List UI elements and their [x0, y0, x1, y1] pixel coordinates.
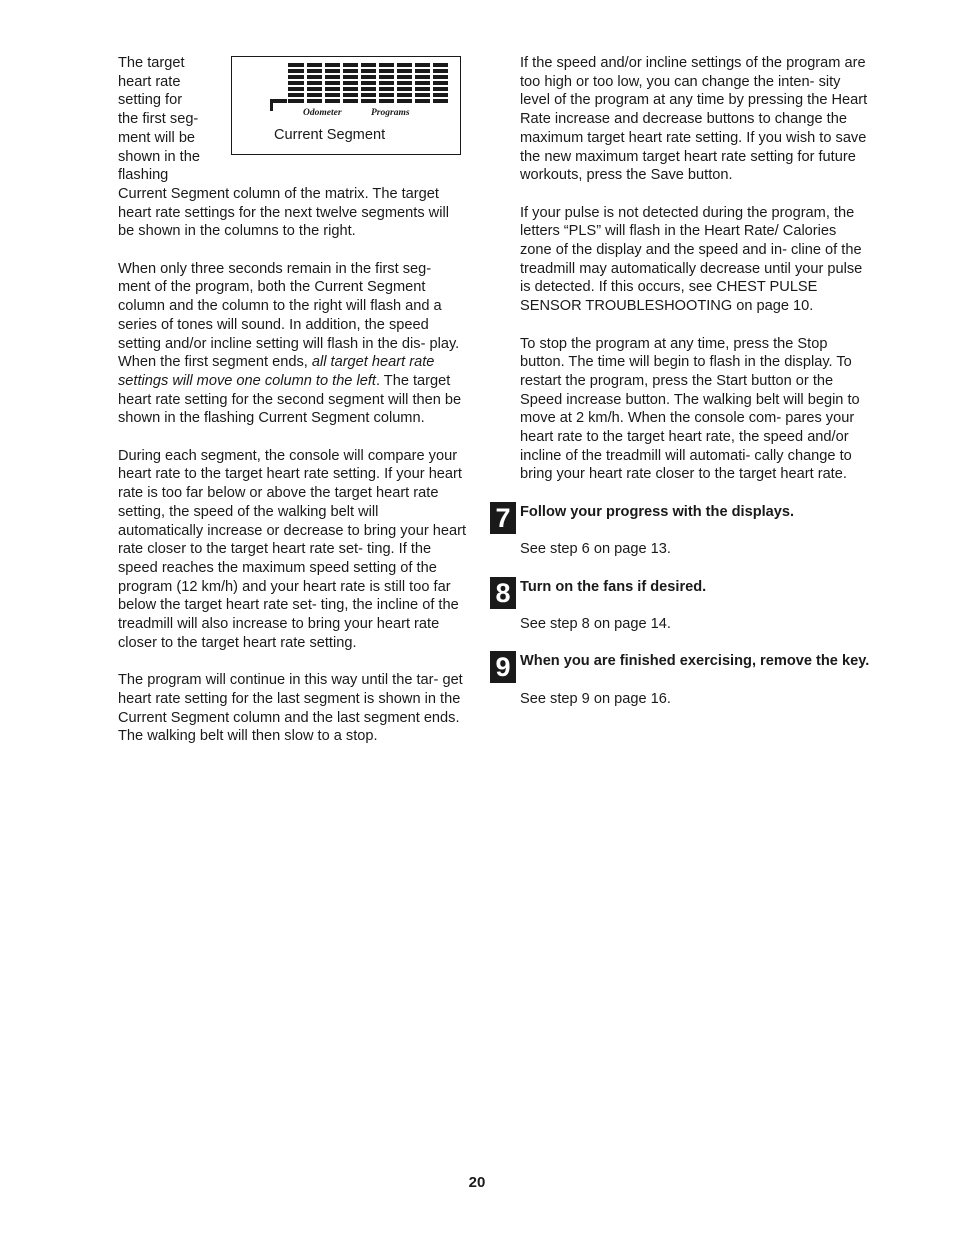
matrix-cell — [415, 87, 430, 91]
matrix-cell — [325, 69, 340, 73]
matrix-cell — [343, 69, 358, 73]
matrix-row — [288, 63, 448, 67]
intro-line: ment will be — [118, 129, 196, 146]
step-heading: Follow your progress with the displays. — [520, 503, 795, 520]
stop-program-paragraph: To stop the program at any time, press the Stop button. The time will begin to flash in the display. To restart the program, press the Start button or the Speed increase button. The walking belt will begin to move at 2 km/h. When the console com- pares your heart rate to the target heart rate, the speed and/or incline of the treadmill will automati- cally change to bring your heart rate closer to the target heart rate. — [520, 335, 860, 483]
step-number-badge: 8 — [490, 577, 516, 609]
matrix-cell — [415, 75, 430, 79]
matrix-cell — [379, 93, 394, 97]
matrix-cell — [397, 69, 412, 73]
matrix-cell — [361, 87, 376, 91]
matrix-cell — [343, 87, 358, 91]
matrix-cell — [325, 99, 340, 103]
matrix-row — [288, 75, 448, 79]
matrix-cell — [415, 63, 430, 67]
matrix-cell — [433, 63, 448, 67]
matrix-cell — [288, 99, 304, 103]
matrix-cell — [361, 75, 376, 79]
matrix-cell — [361, 81, 376, 85]
step-7 — [495, 502, 870, 559]
matrix-cell — [397, 99, 412, 103]
step-8 — [495, 577, 870, 634]
matrix-cell — [325, 81, 340, 85]
programs-label: Programs — [371, 108, 410, 118]
paragraph-text: . The target heart rate setting for the second segment will then be shown in the flashing Current Segment column. — [118, 372, 462, 427]
matrix-cell — [343, 99, 358, 103]
matrix-cell — [379, 99, 394, 103]
matrix-cell — [307, 75, 322, 79]
paragraph-text: When only three seconds remain in the first seg- ment of the program, both the Current Segment column and the column to the right will flash and a series of tones will sound. In addition, the speed setting and/or incline setting will flash in the dis- play. When the first segment ends, — [118, 260, 460, 371]
step-body: See step 6 on page 13. — [520, 541, 671, 558]
step-number-badge: 7 — [490, 502, 516, 534]
matrix-cell — [361, 99, 376, 103]
program-end-paragraph: The program will continue in this way until the tar- get heart rate setting for the last segment is shown in the Current Segment column and the last segment ends. The walking belt will then slow to a stop. — [118, 672, 463, 745]
matrix-cell — [415, 81, 430, 85]
intro-line: setting for — [118, 92, 183, 109]
segment-matrix — [288, 63, 448, 105]
matrix-cell — [379, 63, 394, 67]
matrix-cell — [343, 63, 358, 67]
matrix-cell — [307, 63, 322, 67]
matrix-cell — [397, 81, 412, 85]
matrix-cell — [343, 93, 358, 97]
intro-line: flashing — [118, 167, 169, 184]
matrix-cell — [397, 93, 412, 97]
matrix-cell — [325, 63, 340, 67]
matrix-figure — [231, 56, 461, 155]
matrix-cell — [397, 63, 412, 67]
odometer-label: Odometer — [303, 108, 342, 118]
step-body: See step 9 on page 16. — [520, 690, 671, 707]
matrix-row — [288, 99, 448, 103]
matrix-cell — [433, 93, 448, 97]
matrix-cell — [397, 87, 412, 91]
matrix-cell — [343, 75, 358, 79]
matrix-cell — [307, 69, 322, 73]
current-segment-marker — [270, 99, 287, 103]
matrix-cell — [288, 81, 304, 85]
matrix-cell — [433, 75, 448, 79]
intro-line: the first seg- — [118, 111, 199, 128]
matrix-cell — [433, 87, 448, 91]
matrix-cell — [288, 69, 304, 73]
intro-line: heart rate — [118, 73, 181, 90]
matrix-cell — [361, 93, 376, 97]
matrix-cell — [307, 87, 322, 91]
matrix-cell — [288, 75, 304, 79]
matrix-cell — [325, 75, 340, 79]
segment-transition-paragraph — [118, 260, 466, 428]
step-heading: When you are finished exercising, remove the key. — [520, 653, 870, 670]
figure-caption: Current Segment — [274, 127, 386, 143]
matrix-cell — [379, 81, 394, 85]
matrix-cell — [361, 69, 376, 73]
step-number-badge: 9 — [490, 651, 516, 683]
matrix-cell — [415, 93, 430, 97]
intensity-paragraph: If the speed and/or incline settings of the program are too high or too low, you can change the inten- sity level of the program at any time by pressing the Heart Rate increase and decrease buttons to change the maximum target heart rate setting. If you wish to save the new maximum target heart rate setting for future workouts, press the Save button. — [520, 55, 868, 184]
matrix-row — [288, 93, 448, 97]
left-column — [118, 54, 466, 746]
matrix-cell — [307, 93, 322, 97]
matrix-cell — [288, 63, 304, 67]
matrix-cell — [325, 93, 340, 97]
matrix-row — [288, 81, 448, 85]
intro-continuation: Current Segment column of the matrix. The target heart rate settings for the next twelve segments will be shown in the columns to the right. — [118, 185, 449, 240]
matrix-cell — [415, 69, 430, 73]
intro-paragraph — [118, 54, 466, 241]
matrix-cell — [415, 99, 430, 103]
intro-line: shown in the — [118, 148, 200, 165]
step-heading: Turn on the fans if desired. — [520, 578, 707, 595]
pulse-paragraph: If your pulse is not detected during the program, the letters “PLS” will flash in the Heart Rate/ Calories zone of the display and the speed and in- cline of the treadmill may automatically decrease until your pulse is detected. If this occurs, see CHEST PULSE SENSOR TROUBLESHOOTING on page 10. — [520, 204, 863, 315]
emphasis-text: all target heart rate settings will move one column to the left — [118, 354, 435, 389]
matrix-cell — [361, 63, 376, 67]
matrix-row — [288, 87, 448, 91]
matrix-cell — [379, 87, 394, 91]
step-body: See step 8 on page 14. — [520, 616, 671, 632]
intro-wrapped-text — [118, 54, 224, 185]
matrix-cell — [288, 87, 304, 91]
matrix-cell — [307, 99, 322, 103]
matrix-cell — [307, 81, 322, 85]
intro-line: The target — [118, 55, 185, 71]
matrix-row — [288, 69, 448, 73]
matrix-cell — [288, 93, 304, 97]
matrix-cell — [433, 99, 448, 103]
step-9 — [495, 652, 870, 708]
matrix-cell — [433, 69, 448, 73]
matrix-cell — [325, 87, 340, 91]
right-column — [495, 54, 870, 708]
matrix-cell — [433, 81, 448, 85]
matrix-cell — [343, 81, 358, 85]
segment-compare-paragraph: During each segment, the console will compare your heart rate to the target heart rate setting. If your heart rate is too far below or above the target heart rate setting, the speed of the walking belt will automatically increase or decrease to bring your heart rate closer to the target heart rate set- ting. If the speed reaches the maximum speed setting of the program (12 km/h) and your heart rate is still too far below the target heart rate set- ting, the incline of the treadmill will also increase to bring your heart rate closer to the target heart rate setting. — [118, 447, 466, 651]
page-number: 20 — [468, 1174, 486, 1191]
matrix-cell — [397, 75, 412, 79]
matrix-cell — [379, 75, 394, 79]
matrix-cell — [379, 69, 394, 73]
